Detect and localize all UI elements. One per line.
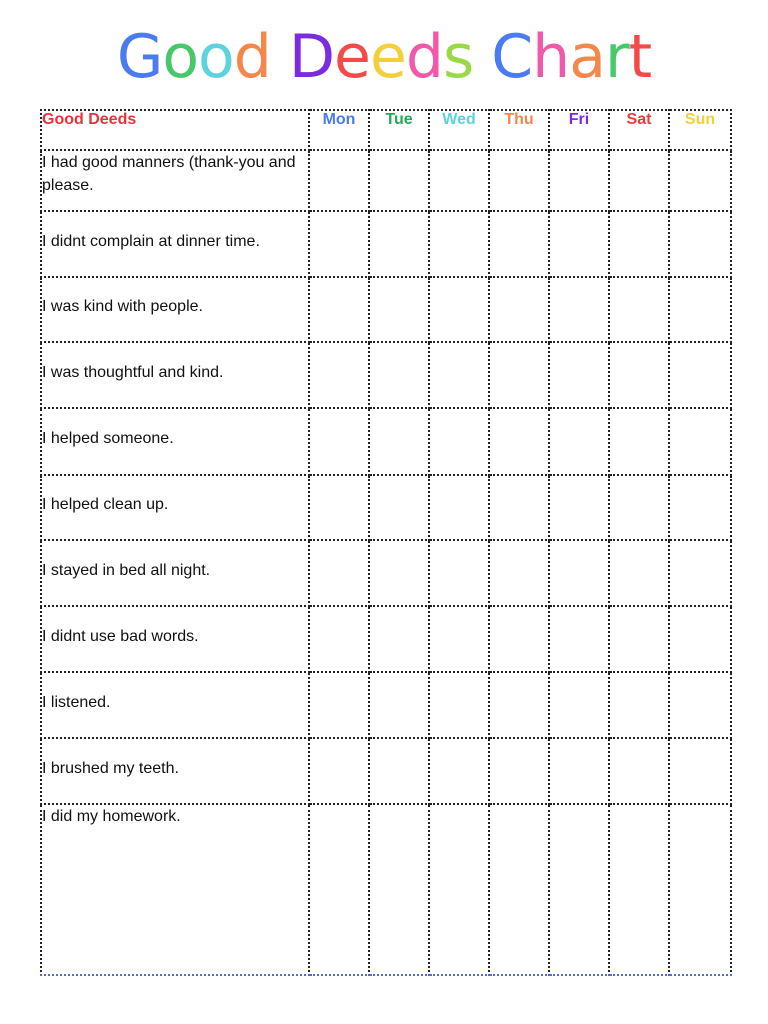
check-cell-tue[interactable] — [369, 150, 429, 211]
deed-row — [41, 475, 731, 540]
check-cell-wed[interactable] — [429, 606, 489, 672]
check-cell-sat[interactable] — [609, 672, 669, 738]
check-cell-tue[interactable] — [369, 211, 429, 277]
check-cell-wed[interactable] — [429, 150, 489, 211]
check-cell-sat[interactable] — [609, 540, 669, 606]
check-cell-fri[interactable] — [549, 150, 609, 211]
day-header-fri: Fri — [549, 110, 609, 150]
check-cell-sun[interactable] — [669, 672, 731, 738]
check-cell-wed[interactable] — [429, 342, 489, 408]
check-cell-sat[interactable] — [609, 804, 669, 975]
deed-label: I had good manners (thank-you and please. — [41, 150, 309, 211]
check-cell-fri[interactable] — [549, 475, 609, 540]
check-cell-mon[interactable] — [309, 804, 369, 975]
check-cell-fri[interactable] — [549, 277, 609, 342]
check-cell-sat[interactable] — [609, 342, 669, 408]
check-cell-wed[interactable] — [429, 540, 489, 606]
check-cell-sun[interactable] — [669, 408, 731, 475]
check-cell-sun[interactable] — [669, 738, 731, 804]
check-cell-mon[interactable] — [309, 738, 369, 804]
deed-label: I helped clean up. — [41, 475, 309, 540]
deed-row — [41, 342, 731, 408]
check-cell-sat[interactable] — [609, 211, 669, 277]
check-cell-mon[interactable] — [309, 211, 369, 277]
check-cell-sun[interactable] — [669, 540, 731, 606]
check-cell-tue[interactable] — [369, 277, 429, 342]
check-cell-thu[interactable] — [489, 804, 549, 975]
day-header-mon: Mon — [309, 110, 369, 150]
check-cell-thu[interactable] — [489, 540, 549, 606]
title-letter: e — [334, 22, 370, 92]
day-header-thu: Thu — [489, 110, 549, 150]
check-cell-sat[interactable] — [609, 738, 669, 804]
title-letter: h — [532, 22, 570, 92]
deed-row — [41, 150, 731, 211]
check-cell-wed[interactable] — [429, 475, 489, 540]
check-cell-tue[interactable] — [369, 408, 429, 475]
title-letter: o — [198, 22, 234, 92]
check-cell-mon[interactable] — [309, 277, 369, 342]
check-cell-fri[interactable] — [549, 408, 609, 475]
check-cell-fri[interactable] — [549, 211, 609, 277]
check-cell-wed[interactable] — [429, 408, 489, 475]
check-cell-sun[interactable] — [669, 342, 731, 408]
check-cell-mon[interactable] — [309, 606, 369, 672]
check-cell-fri[interactable] — [549, 342, 609, 408]
check-cell-sun[interactable] — [669, 150, 731, 211]
title-letter: D — [288, 22, 335, 92]
title-letter: o — [162, 22, 199, 92]
check-cell-thu[interactable] — [489, 408, 549, 475]
check-cell-mon[interactable] — [309, 672, 369, 738]
check-cell-mon[interactable] — [309, 342, 369, 408]
check-cell-tue[interactable] — [369, 540, 429, 606]
check-cell-tue[interactable] — [369, 672, 429, 738]
check-cell-tue[interactable] — [369, 804, 429, 975]
check-cell-sun[interactable] — [669, 211, 731, 277]
title-letter: a — [569, 22, 605, 92]
deed-label: I was thoughtful and kind. — [41, 342, 309, 408]
check-cell-fri[interactable] — [549, 804, 609, 975]
check-cell-sat[interactable] — [609, 150, 669, 211]
check-cell-mon[interactable] — [309, 408, 369, 475]
title-letter: d — [405, 22, 443, 92]
deed-label: I didnt complain at dinner time. — [41, 211, 309, 277]
check-cell-sat[interactable] — [609, 408, 669, 475]
check-cell-thu[interactable] — [489, 277, 549, 342]
check-cell-tue[interactable] — [369, 738, 429, 804]
deed-label: I listened. — [41, 672, 309, 738]
check-cell-sun[interactable] — [669, 804, 731, 975]
check-cell-wed[interactable] — [429, 211, 489, 277]
check-cell-fri[interactable] — [549, 606, 609, 672]
check-cell-thu[interactable] — [489, 672, 549, 738]
check-cell-wed[interactable] — [429, 672, 489, 738]
deeds-body — [41, 150, 731, 975]
check-cell-thu[interactable] — [489, 211, 549, 277]
title-letter: e — [369, 22, 406, 92]
deed-row — [41, 738, 731, 804]
deeds-column-header: Good Deeds — [41, 110, 309, 150]
title-letter: t — [628, 22, 652, 92]
title-letter: C — [491, 22, 533, 92]
check-cell-wed[interactable] — [429, 277, 489, 342]
check-cell-thu[interactable] — [489, 606, 549, 672]
title-letter: G — [116, 22, 163, 92]
deed-row — [41, 211, 731, 277]
header-row — [41, 110, 731, 150]
check-cell-sun[interactable] — [669, 606, 731, 672]
check-cell-sat[interactable] — [609, 606, 669, 672]
check-cell-sat[interactable] — [609, 475, 669, 540]
check-cell-mon[interactable] — [309, 150, 369, 211]
day-header-tue: Tue — [369, 110, 429, 150]
deed-row — [41, 606, 731, 672]
title-letter: r — [604, 22, 629, 92]
deed-label: I was kind with people. — [41, 277, 309, 342]
check-cell-thu[interactable] — [489, 475, 549, 540]
deed-label: I helped someone. — [41, 408, 309, 475]
deed-row — [41, 540, 731, 606]
deed-row — [41, 408, 731, 475]
deed-row — [41, 277, 731, 342]
deed-label: I did my homework. — [41, 804, 309, 975]
check-cell-fri[interactable] — [549, 672, 609, 738]
day-header-sat: Sat — [609, 110, 669, 150]
check-cell-thu[interactable] — [489, 738, 549, 804]
check-cell-sat[interactable] — [609, 277, 669, 342]
chart-title — [0, 22, 768, 92]
check-cell-mon[interactable] — [309, 475, 369, 540]
check-cell-tue[interactable] — [369, 475, 429, 540]
good-deeds-table — [40, 109, 732, 976]
deed-label: I stayed in bed all night. — [41, 540, 309, 606]
check-cell-tue[interactable] — [369, 606, 429, 672]
check-cell-fri[interactable] — [549, 540, 609, 606]
day-header-wed: Wed — [429, 110, 489, 150]
deed-row — [41, 672, 731, 738]
check-cell-wed[interactable] — [429, 804, 489, 975]
title-letter: d — [233, 22, 271, 92]
check-cell-wed[interactable] — [429, 738, 489, 804]
check-cell-mon[interactable] — [309, 540, 369, 606]
check-cell-fri[interactable] — [549, 738, 609, 804]
check-cell-thu[interactable] — [489, 342, 549, 408]
check-cell-tue[interactable] — [369, 342, 429, 408]
check-cell-sun[interactable] — [669, 475, 731, 540]
title-letter: s — [442, 22, 474, 92]
deed-label: I didnt use bad words. — [41, 606, 309, 672]
check-cell-sun[interactable] — [669, 277, 731, 342]
deed-label: I brushed my teeth. — [41, 738, 309, 804]
deed-row — [41, 804, 731, 975]
check-cell-thu[interactable] — [489, 150, 549, 211]
day-header-sun: Sun — [669, 110, 731, 150]
